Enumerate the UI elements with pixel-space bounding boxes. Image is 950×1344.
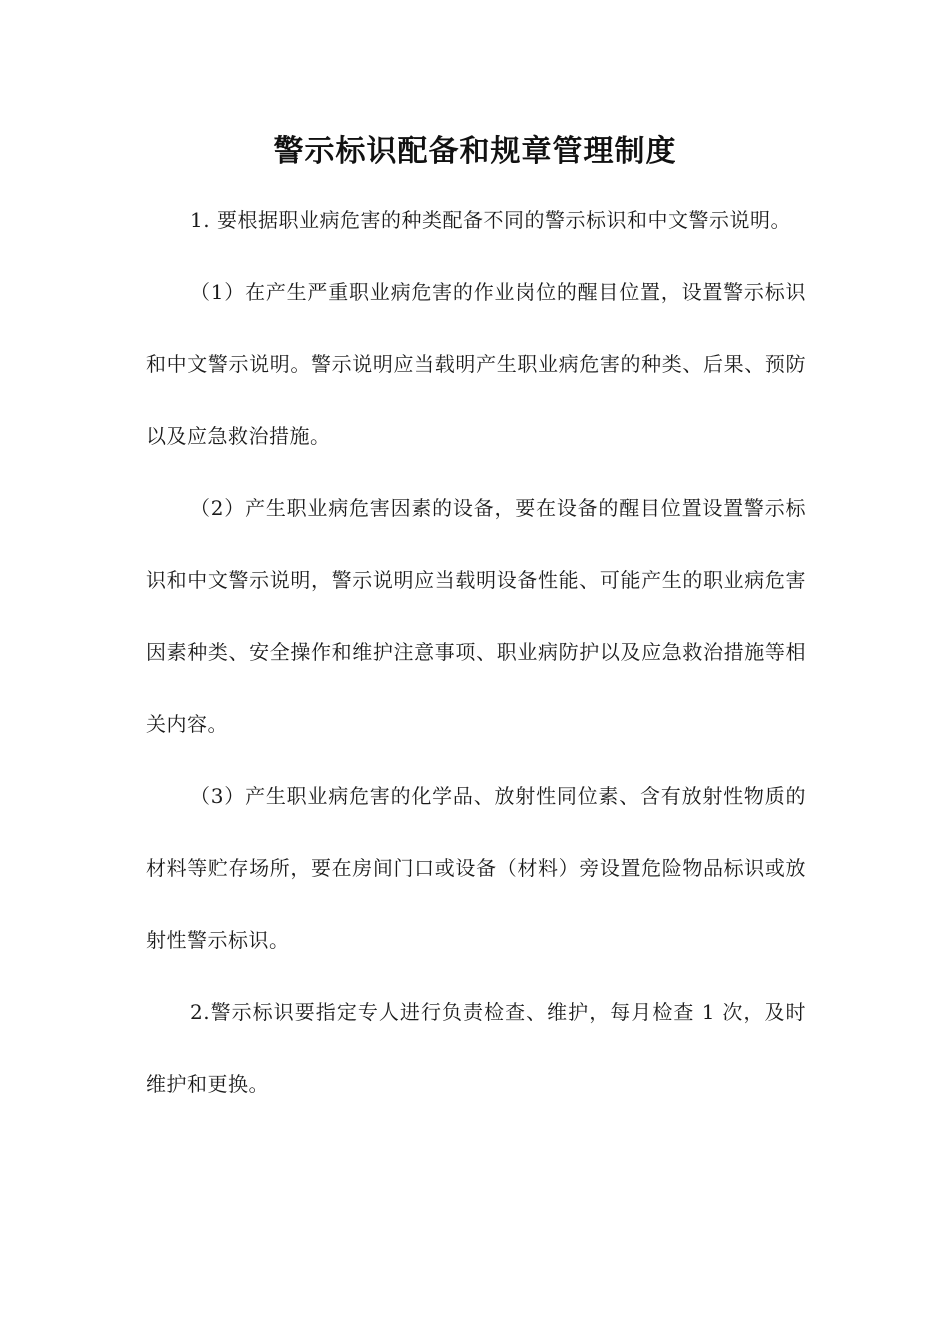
- paragraph-item-1-1: （1）在产生严重职业病危害的作业岗位的醒目位置，设置警示标识和中文警示说明。警示说明应当载明产生职业病危害的种类、后果、预防以及应急救治措施。: [146, 280, 806, 448]
- paragraph-item-1-3: （3）产生职业病危害的化学品、放射性同位素、含有放射性物质的材料等贮存场所，要在房间门口或设备（材料）旁设置危险物品标识或放射性警示标识。: [146, 784, 806, 952]
- paragraph-item-1: 1. 要根据职业病危害的种类配备不同的警示标识和中文警示说明。: [190, 208, 791, 232]
- document-title: 警示标识配备和规章管理制度: [273, 134, 677, 169]
- paragraph-item-1-2: （2）产生职业病危害因素的设备，要在设备的醒目位置设置警示标识和中文警示说明，警示说明应当载明设备性能、可能产生的职业病危害因素种类、安全操作和维护注意事项、职业病防护以及应急救治措施等相关内容。: [146, 496, 806, 736]
- paragraph-item-2: 2.警示标识要指定专人进行负责检查、维护，每月检查 1 次，及时维护和更换。: [146, 1000, 806, 1096]
- document-body: [146, 184, 806, 1120]
